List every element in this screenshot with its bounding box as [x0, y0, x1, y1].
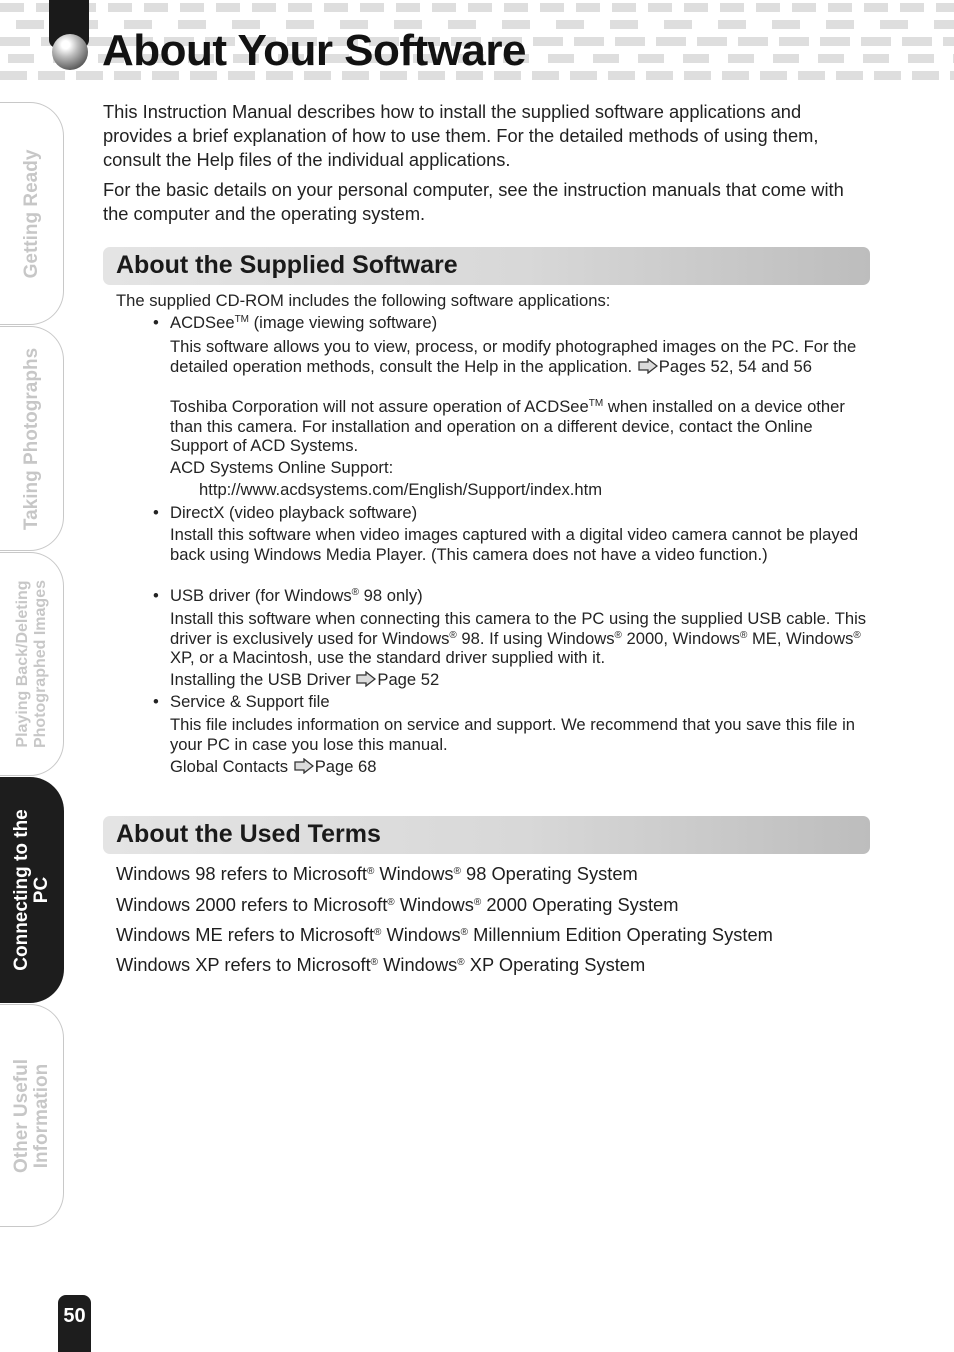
usb-text: 2000, Windows: [621, 628, 740, 648]
registered-mark: ®: [387, 897, 395, 908]
reference-label: Installing the USB Driver: [170, 670, 351, 689]
page-reference[interactable]: Pages 52, 54 and 56: [658, 356, 812, 376]
support-label: ACD Systems Online Support:: [170, 458, 394, 477]
registered-mark: ®: [351, 587, 360, 598]
term-text: Windows XP refers to Microsoft: [116, 954, 371, 975]
registered-mark: ®: [853, 629, 861, 641]
usb-title: 98 only): [359, 586, 423, 605]
usb-install-reference: [170, 670, 870, 690]
side-tab-getting-ready[interactable]: [0, 102, 64, 325]
registered-mark: ®: [370, 957, 379, 968]
term-item: [116, 894, 678, 916]
term-item: [116, 863, 638, 885]
page-number: 50: [63, 1305, 86, 1327]
acdsee-description: [170, 337, 870, 376]
software-name: ACDSee: [170, 313, 235, 332]
term-text: Windows ME refers to Microsoft: [116, 924, 375, 945]
term-text: Windows 98 refers to Microsoft: [116, 863, 367, 884]
term-text: Millennium Edition Operating System: [468, 924, 773, 945]
term-text: Windows: [394, 894, 474, 915]
acdsee-warranty-note: [170, 397, 870, 456]
registered-mark: ®: [739, 629, 748, 641]
acdsee-text: This software allows you to view, process, or modify photographed images on the PC. For the detailed operation methods, consult the Help in the application.: [170, 337, 857, 376]
registered-mark: ®: [460, 927, 469, 938]
term-text: 2000 Operating System: [481, 894, 679, 915]
term-text: 98 Operating System: [460, 863, 638, 884]
side-tab-other-useful-information[interactable]: [0, 1004, 64, 1227]
registered-mark: ®: [614, 629, 622, 641]
side-tab-label: Connecting to the PC: [10, 809, 52, 971]
registered-mark: ®: [453, 866, 461, 877]
side-tab-playing-back-deleting[interactable]: [0, 552, 64, 776]
side-tab-label: Getting Ready: [20, 149, 42, 278]
service-description: This file includes information on service and support. We recommend that you save this file in your PC in case you lose this manual.: [170, 715, 855, 754]
global-contacts-reference: [170, 757, 870, 777]
side-tab-label: Other Useful Information: [10, 1058, 52, 1173]
trademark-mark: TM: [588, 398, 604, 409]
directx-description: Install this software when video images captured with a digital video camera cannot be played back using Windows Media Player. (This camera does not have a video function.): [170, 525, 859, 564]
list-item-directx: • DirectX (video playback software): [170, 503, 870, 523]
page-reference-arrow-icon: [294, 758, 314, 774]
usb-text: XP, or a Macintosh, use the standard driver supplied with it.: [170, 648, 606, 667]
supplied-lead: The supplied CD-ROM includes the following software applications:: [116, 291, 611, 310]
registered-mark: ®: [473, 897, 482, 908]
list-item-service-support: • Service & Support file: [170, 692, 870, 712]
term-item: [116, 924, 773, 946]
side-tab-label: Playing Back/Deleting Photographed Images: [13, 579, 49, 749]
section-heading-bar: [103, 247, 870, 285]
registered-mark: ®: [457, 957, 465, 968]
side-tab-label: Taking Photographs: [20, 347, 42, 530]
term-item: [116, 954, 645, 976]
page-number-tab: [58, 1295, 91, 1352]
note-text: Toshiba Corporation will not assure operation of ACDSee: [170, 397, 589, 416]
sphere-icon: [52, 34, 88, 70]
registered-mark: ®: [449, 629, 457, 641]
registered-mark: ®: [374, 927, 382, 938]
intro-paragraph: For the basic details on your personal computer, see the instruction manuals that come with the computer and the operating system.: [103, 179, 844, 224]
software-desc: (image viewing software): [249, 313, 438, 332]
section-heading: About the Supplied Software: [116, 251, 458, 279]
term-text: Windows: [378, 954, 458, 975]
list-item-acdsee: [170, 313, 870, 333]
usb-description: [170, 609, 870, 668]
term-text: Windows: [381, 924, 461, 945]
reference-label: Global Contacts: [170, 757, 289, 776]
term-text: Windows 2000 refers to Microsoft: [116, 894, 388, 915]
section-heading: About the Used Terms: [116, 820, 381, 848]
side-tab-connecting-to-pc[interactable]: [0, 777, 64, 1003]
page-reference[interactable]: Page 52: [377, 670, 440, 689]
section-heading-bar: [103, 816, 870, 854]
note-text: when installed on a device other than this camera. For installation and operation on a different device, contact the Online Support of ACD Systems.: [170, 397, 845, 455]
term-text: Windows: [374, 863, 454, 884]
side-tab-taking-photographs[interactable]: [0, 326, 64, 551]
usb-text: Install this software when connecting this camera to the PC using the supplied USB cable. This driver is exclusively used for Windows: [170, 609, 867, 648]
page-reference[interactable]: Page 68: [314, 757, 377, 776]
intro-paragraph: This Instruction Manual describes how to install the supplied software applications and provides a brief explanation of how to use them. For the detailed methods of using them, consult the Help files of the individual applications.: [103, 101, 819, 170]
page-reference-arrow-icon: [356, 671, 376, 687]
page-reference-arrow-icon: [638, 358, 658, 374]
page-title: About Your Software: [102, 26, 526, 75]
term-text: XP Operating System: [464, 954, 646, 975]
list-item-usb-driver: [170, 586, 870, 606]
trademark-mark: TM: [234, 314, 250, 325]
usb-text: 98. If using Windows: [456, 628, 615, 648]
usb-text: ME, Windows: [747, 628, 854, 648]
support-url-link[interactable]: http://www.acdsystems.com/English/Support/index.htm: [199, 480, 603, 499]
usb-title: USB driver (for Windows: [170, 586, 352, 605]
registered-mark: ®: [366, 866, 375, 877]
